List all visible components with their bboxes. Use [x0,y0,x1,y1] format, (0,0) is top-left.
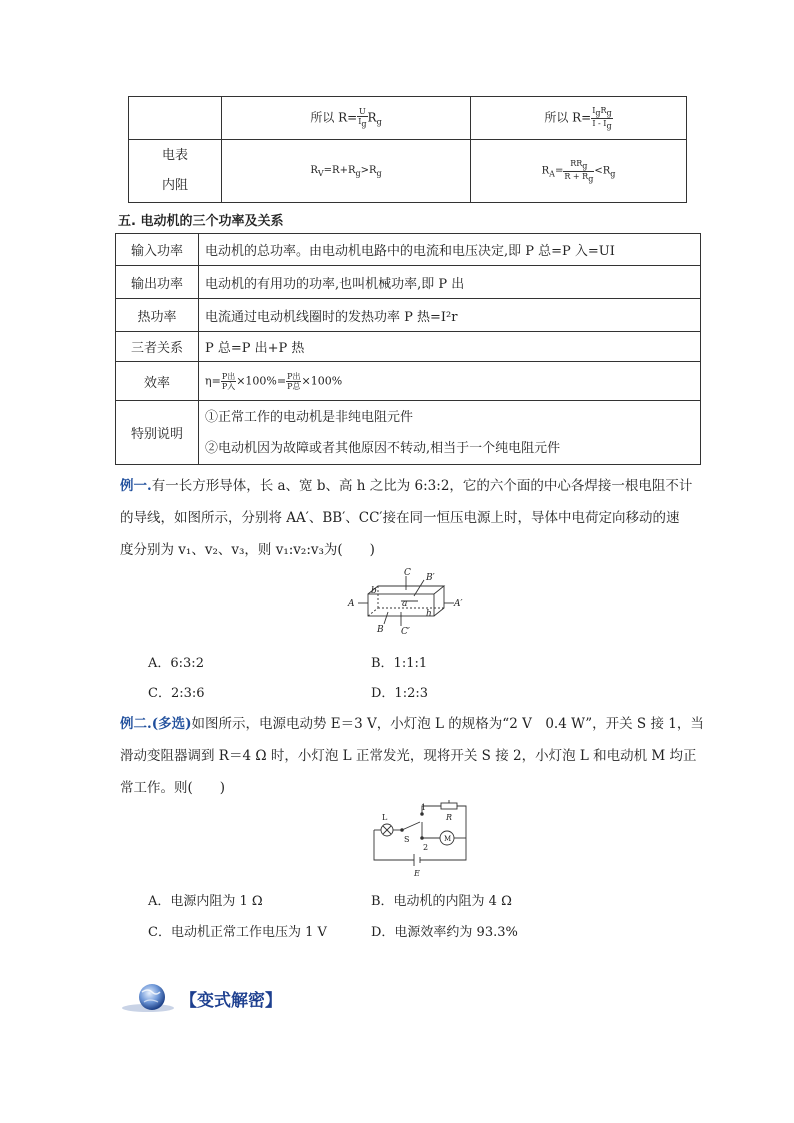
fraction: $\frac{I_gR_g}{I - I_g}$ [592,105,612,131]
rectangular-conductor-figure [346,566,466,638]
formula-text: 所以 R= [310,110,358,125]
table-row [116,234,701,266]
meter-resistance-label: 电表 内阻 [129,140,222,203]
label-B-prime: B′ [426,573,435,583]
row-label: 效率 [116,362,199,401]
variant-analysis-banner: 【变式解密】 [180,991,282,1011]
label-h: h [426,609,432,619]
rheostat-label: R [446,813,453,822]
option-d: D．电源效率约为 93.3% [371,925,518,940]
meter-resistance-table [128,96,687,203]
table-row [116,332,701,362]
table-row [116,266,701,299]
motor-power-table [115,233,701,465]
option-b: B．电动机的内阻为 4 Ω [371,894,512,909]
example-tag: 例一. [120,478,152,494]
option-c: C．电动机正常工作电压为 1 V [148,925,327,940]
label-C-prime: C′ [401,627,410,637]
table-row [116,401,701,465]
circuit-diagram [368,800,472,882]
row-label: 热功率 [116,299,199,332]
ammeter-resistance-cell: $R_A=$ $\frac{RR_g}{R + R_g}$ $<R_g$ [471,140,687,203]
lamp-label: L [382,813,388,822]
emf-label: E [414,869,420,878]
label-C: C [404,568,411,578]
option-a: A．6:3:2 [148,656,204,671]
terminal-1-label: 1 [421,803,427,812]
voltmeter-formula-cell: 所以 R= $\frac{U}{I_g}$ $R_g$ [222,97,471,140]
voltmeter-resistance-cell: $R_V=R+R_g>R_g$ [222,140,471,203]
table1-empty-cell [129,97,222,140]
ammeter-formula-cell [471,97,687,140]
row-value: 电动机的总功率。由电动机电路中的电流和电压决定,即 P 总=P 入=UI [199,234,701,266]
label-A: A [348,599,355,609]
globe-icon [120,980,184,1014]
label-A-prime: A′ [454,599,463,609]
label-b: b [371,586,377,596]
fraction: $\frac{RR_g}{R + R_g}$ [564,158,594,184]
terminal-2-label: 2 [423,843,429,852]
row-label: 三者关系 [116,332,199,362]
efficiency-formula: η= $\frac{\text{P出}}{\text{P入}}$ ×100%= $\frac{\text{P出}}{\text{P总}}$ ×100% [199,362,701,401]
row-value: 电动机的有用功的功率,也叫机械功率,即 P 出 [199,266,701,299]
row-value: P 总=P 出+P 热 [199,332,701,362]
option-c: C．2:3:6 [148,686,205,701]
formula-text: 所以 R= [544,110,592,125]
label-a: a [402,599,408,609]
section-title: 五. 电动机的三个功率及关系 [118,214,284,229]
option-b: B．1:1:1 [371,656,428,671]
option-d: D．1:2:3 [371,686,428,701]
row-label: 输出功率 [116,266,199,299]
table-row [116,299,701,332]
example-tag: 例二. [120,716,152,732]
switch-label: S [404,835,410,844]
row-label: 输入功率 [116,234,199,266]
option-a: A．电源内阻为 1 Ω [148,894,263,909]
row-value: ①正常工作的电动机是非纯电阻元件 ②电动机因为故障或者其他原因不转动,相当于一个纯电阻元件 [199,401,701,465]
multi-select-tag: (多选) [151,716,192,732]
label-B: B [377,625,384,635]
example1-text: 例一.有一长方形导体，长 a、宽 b、高 h 之比为 6:3:2，它的六个面的中心各焊接一根电阻不计 的导线，如图所示，分别将 AA′、BB′、CC′接在同一恒压电源上时，导体中电荷定向移动的速 度分别为 v₁、v₂、v₃，则 v₁:v₂:v₃为( ) [120,478,693,558]
table-row [116,362,701,401]
example2-text: 例二.(多选)如图所示，电源电动势 E＝3 V，小灯泡 L 的规格为“2 V 0.4 W”，开关 S 接 1，当 滑动变阻器调到 R＝4 Ω 时，小灯泡 L 正常发光，现将开关 S 接 2，小灯泡 L 和电动机 M 均正 常工作。则( ) [120,716,704,796]
row-value: 电流通过电动机线圈时的发热功率 P 热=I²r [199,299,701,332]
motor-label: M [444,835,452,843]
fraction: $\frac{U}{I_g}$ [358,107,367,129]
row-label: 特别说明 [116,401,199,465]
